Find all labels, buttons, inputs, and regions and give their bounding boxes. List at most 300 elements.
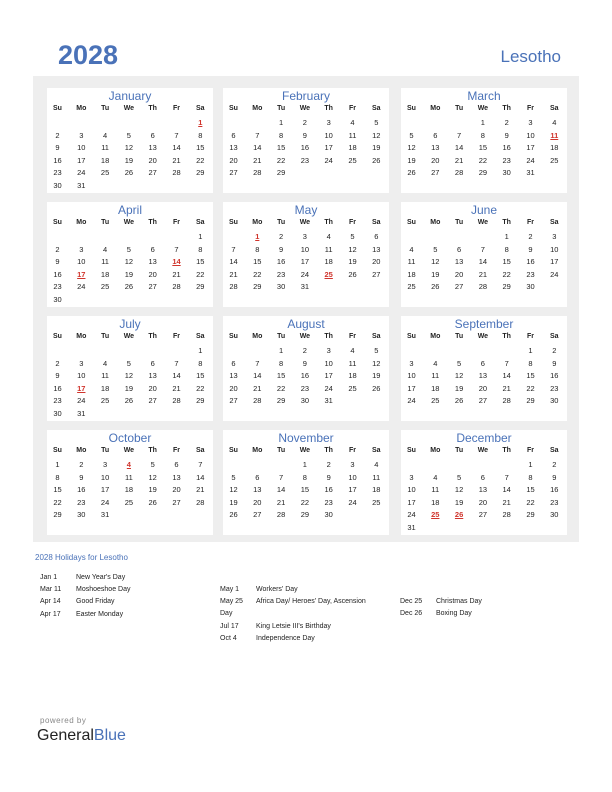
- day-cell: 21: [172, 155, 181, 165]
- day-cell: 10: [348, 472, 357, 482]
- day-cell: 3: [528, 118, 533, 127]
- day-cell: 10: [407, 485, 416, 494]
- weekday-label: Su: [53, 219, 62, 226]
- day-cell: 20: [431, 155, 440, 165]
- day-cell: 9: [55, 371, 60, 380]
- weekday-label: Sa: [196, 447, 205, 454]
- day-cell: 6: [255, 472, 260, 482]
- day-cell: 26: [148, 497, 157, 507]
- holiday-name-label: Good Friday: [76, 598, 115, 606]
- weekday-label: Mo: [252, 105, 263, 112]
- day-cell: 18: [100, 383, 110, 393]
- month-name: September: [454, 317, 514, 331]
- day-cell: 27: [148, 168, 157, 177]
- day-cell: 15: [300, 485, 310, 494]
- weekday-label: Fr: [527, 219, 534, 226]
- day-cell: 6: [150, 358, 155, 368]
- day-cell: 3: [79, 130, 84, 140]
- day-cell: 9: [79, 472, 84, 482]
- weekday-label: Fr: [349, 219, 356, 226]
- day-cell: 26: [124, 282, 134, 291]
- day-cell: 28: [253, 168, 262, 177]
- weekday-label: Th: [502, 447, 511, 454]
- day-cell: 4: [326, 232, 331, 241]
- holiday-name-continuation: Day: [220, 610, 233, 618]
- day-cell: 8: [528, 472, 533, 482]
- day-cell: 10: [77, 143, 86, 152]
- weekday-label: Su: [229, 219, 238, 226]
- day-cell: 13: [148, 143, 157, 152]
- holiday-date: 17: [77, 383, 86, 393]
- holiday-date: 1: [198, 118, 203, 127]
- day-cell: 1: [528, 346, 533, 355]
- brand-logo: [37, 727, 126, 745]
- day-cell: 13: [172, 472, 181, 482]
- weekday-label: Tu: [455, 219, 464, 226]
- holiday-date-label: Mar 11: [40, 586, 62, 594]
- day-cell: 30: [502, 168, 511, 177]
- weekday-label: Mo: [252, 219, 263, 226]
- day-cell: 16: [550, 485, 559, 494]
- day-cell: 5: [126, 358, 131, 368]
- day-cell: 9: [302, 358, 307, 368]
- day-cell: 11: [407, 257, 416, 266]
- day-cell: 12: [454, 371, 464, 380]
- day-cell: 23: [324, 497, 333, 507]
- day-cell: 14: [478, 257, 488, 266]
- day-cell: 10: [526, 130, 535, 140]
- weekday-label: We: [477, 333, 489, 340]
- day-cell: 5: [433, 244, 438, 254]
- day-cell: 26: [372, 383, 381, 393]
- day-cell: 14: [502, 485, 511, 494]
- holidays-title: 2028 Holidays for Lesotho: [35, 553, 128, 562]
- day-cell: 29: [196, 168, 205, 177]
- month-name: July: [119, 317, 141, 331]
- day-cell: 11: [101, 143, 109, 152]
- day-cell: 21: [502, 497, 511, 507]
- day-cell: 5: [231, 472, 236, 482]
- day-cell: 11: [431, 371, 440, 380]
- day-cell: 13: [229, 371, 238, 380]
- month-name: October: [108, 431, 152, 445]
- day-cell: 18: [100, 269, 110, 279]
- day-cell: 22: [478, 155, 488, 165]
- day-cell: 19: [124, 155, 134, 165]
- day-cell: 18: [407, 269, 416, 279]
- day-cell: 29: [502, 282, 511, 291]
- weekday-label: Fr: [173, 333, 180, 340]
- day-cell: 2: [79, 460, 84, 469]
- day-cell: 27: [454, 282, 464, 291]
- weekday-label: Sa: [196, 219, 205, 226]
- weekday-label: Fr: [349, 447, 356, 454]
- holiday-date: 25: [324, 269, 333, 279]
- day-cell: 26: [431, 282, 440, 291]
- day-cell: 18: [348, 143, 357, 152]
- weekday-label: We: [299, 105, 311, 112]
- day-cell: 5: [350, 232, 355, 241]
- weekday-label: Tu: [277, 447, 286, 454]
- day-cell: 27: [229, 168, 238, 177]
- day-cell: 8: [480, 130, 485, 140]
- day-cell: 6: [150, 244, 155, 254]
- day-cell: 17: [348, 485, 357, 494]
- day-cell: 28: [172, 168, 181, 177]
- day-cell: 5: [374, 118, 379, 127]
- weekday-label: Sa: [550, 447, 559, 454]
- day-cell: 17: [526, 143, 535, 152]
- day-cell: 21: [172, 383, 181, 393]
- day-cell: 24: [407, 396, 416, 405]
- day-cell: 5: [126, 130, 131, 140]
- day-cell: 2: [55, 130, 60, 140]
- day-cell: 30: [550, 396, 559, 405]
- day-cell: 14: [172, 371, 181, 380]
- day-cell: 10: [77, 371, 86, 380]
- day-cell: 25: [431, 396, 440, 405]
- weekday-label: Th: [502, 333, 511, 340]
- day-cell: 18: [550, 143, 559, 152]
- day-cell: 27: [253, 510, 262, 519]
- day-cell: 30: [300, 396, 310, 405]
- day-cell: 1: [504, 232, 509, 241]
- day-cell: 20: [454, 269, 464, 279]
- day-cell: 15: [253, 257, 262, 266]
- day-cell: 19: [407, 155, 416, 165]
- weekday-label: Fr: [527, 447, 534, 454]
- day-cell: 7: [504, 472, 509, 482]
- holiday-name-label: Independence Day: [256, 634, 315, 642]
- day-cell: 12: [431, 257, 440, 266]
- day-cell: 11: [101, 371, 109, 380]
- day-cell: 12: [124, 257, 134, 266]
- weekday-label: Mo: [430, 333, 441, 340]
- day-cell: 26: [124, 396, 134, 405]
- weekday-label: Th: [324, 219, 333, 226]
- day-cell: 21: [172, 269, 181, 279]
- day-cell: 19: [148, 485, 157, 494]
- holiday-date-label: Dec 25: [400, 598, 423, 605]
- day-cell: 6: [433, 130, 438, 140]
- day-cell: 30: [276, 282, 286, 291]
- month-name: January: [108, 89, 152, 103]
- month-august: [223, 316, 389, 421]
- day-cell: 9: [279, 244, 284, 254]
- month-october: [47, 430, 213, 535]
- day-cell: 5: [457, 358, 462, 368]
- weekday-label: Sa: [550, 333, 559, 340]
- day-cell: 31: [526, 168, 535, 177]
- weekday-label: Mo: [430, 447, 441, 454]
- day-cell: 27: [148, 282, 157, 291]
- day-cell: 10: [550, 244, 559, 254]
- weekday-label: Tu: [455, 333, 464, 340]
- day-cell: 3: [409, 358, 414, 368]
- day-cell: 15: [526, 485, 535, 494]
- day-cell: 5: [409, 130, 414, 140]
- day-cell: 17: [77, 155, 86, 165]
- weekday-label: Mo: [252, 447, 263, 454]
- holiday-date: 26: [454, 510, 464, 519]
- day-cell: 29: [526, 510, 535, 519]
- holiday-date: 14: [172, 257, 181, 266]
- day-cell: 26: [454, 396, 464, 405]
- weekday-label: Th: [148, 105, 157, 112]
- day-cell: 28: [276, 510, 286, 519]
- day-cell: 11: [101, 257, 109, 266]
- day-cell: 23: [53, 282, 62, 291]
- weekday-label: Su: [407, 105, 416, 112]
- day-cell: 3: [103, 460, 108, 469]
- day-cell: 21: [502, 383, 511, 393]
- day-cell: 10: [300, 244, 310, 254]
- day-cell: 9: [528, 244, 533, 254]
- day-cell: 23: [300, 155, 310, 165]
- day-cell: 19: [454, 497, 464, 507]
- day-cell: 25: [100, 168, 110, 177]
- day-cell: 30: [526, 282, 535, 291]
- day-cell: 5: [150, 460, 155, 469]
- day-cell: 20: [229, 383, 238, 393]
- weekday-label: Su: [53, 447, 62, 454]
- holiday-date-label: Jul 17: [220, 622, 239, 630]
- day-cell: 3: [552, 232, 557, 241]
- day-cell: 19: [124, 269, 134, 279]
- day-cell: 11: [124, 472, 133, 482]
- day-cell: 13: [229, 143, 238, 152]
- day-cell: 23: [276, 269, 286, 279]
- month-february: [223, 88, 389, 193]
- day-cell: 14: [253, 143, 262, 152]
- day-cell: 21: [196, 485, 205, 494]
- day-cell: 9: [552, 472, 557, 482]
- day-cell: 18: [431, 497, 440, 507]
- day-cell: 6: [457, 244, 462, 254]
- weekday-label: Mo: [430, 219, 441, 226]
- day-cell: 16: [276, 257, 286, 266]
- day-cell: 19: [372, 143, 381, 152]
- day-cell: 18: [348, 371, 357, 380]
- weekday-label: Mo: [76, 333, 87, 340]
- day-cell: 25: [407, 282, 416, 291]
- day-cell: 16: [526, 257, 535, 266]
- day-cell: 6: [480, 358, 485, 368]
- day-cell: 8: [504, 244, 509, 254]
- day-cell: 22: [253, 269, 262, 279]
- day-cell: 8: [302, 472, 307, 482]
- day-cell: 20: [172, 485, 181, 494]
- day-cell: 13: [478, 371, 488, 380]
- weekday-label: Mo: [76, 105, 87, 112]
- day-cell: 10: [324, 130, 333, 140]
- day-cell: 30: [550, 510, 559, 519]
- weekday-label: Th: [148, 447, 157, 454]
- day-cell: 21: [229, 269, 238, 279]
- day-cell: 16: [324, 485, 333, 494]
- day-cell: 10: [407, 371, 416, 380]
- day-cell: 9: [552, 358, 557, 368]
- day-cell: 13: [148, 371, 157, 380]
- day-cell: 1: [55, 460, 60, 469]
- day-cell: 17: [100, 485, 110, 494]
- day-cell: 24: [77, 396, 86, 405]
- holiday-name-label: New Year's Day: [76, 574, 126, 581]
- day-cell: 26: [372, 155, 381, 165]
- month-september: [401, 316, 567, 421]
- day-cell: 16: [502, 143, 511, 152]
- month-name: December: [456, 431, 512, 445]
- day-cell: 19: [124, 383, 134, 393]
- weekday-label: We: [123, 105, 135, 112]
- day-cell: 13: [454, 257, 464, 266]
- weekday-label: We: [477, 105, 489, 112]
- day-cell: 20: [478, 383, 488, 393]
- weekday-label: Su: [53, 105, 62, 112]
- day-cell: 12: [372, 130, 381, 140]
- day-cell: 30: [77, 510, 86, 519]
- day-cell: 15: [53, 485, 62, 494]
- day-cell: 15: [196, 371, 205, 380]
- day-cell: 5: [126, 244, 131, 254]
- day-cell: 31: [77, 180, 86, 190]
- day-cell: 3: [79, 358, 84, 368]
- day-cell: 3: [326, 346, 331, 355]
- day-cell: 11: [372, 472, 381, 482]
- day-cell: 1: [480, 118, 485, 127]
- day-cell: 8: [55, 472, 60, 482]
- weekday-label: Sa: [550, 105, 559, 112]
- day-cell: 21: [276, 497, 286, 507]
- weekday-label: Mo: [430, 105, 441, 112]
- day-cell: 2: [279, 232, 284, 241]
- day-cell: 8: [528, 358, 533, 368]
- day-cell: 18: [324, 257, 333, 266]
- day-cell: 29: [53, 510, 62, 519]
- weekday-label: Th: [502, 105, 511, 112]
- day-cell: 4: [350, 118, 355, 127]
- holiday-date: 17: [77, 269, 86, 279]
- day-cell: 31: [324, 396, 333, 405]
- day-cell: 20: [229, 155, 238, 165]
- day-cell: 1: [198, 232, 203, 241]
- day-cell: 22: [526, 383, 535, 393]
- day-cell: 22: [300, 497, 310, 507]
- holiday-name-label: Workers' Day: [256, 586, 298, 593]
- holiday-name-label: Boxing Day: [436, 610, 472, 618]
- day-cell: 4: [433, 358, 438, 368]
- month-april: [47, 202, 213, 307]
- weekday-label: We: [477, 447, 489, 454]
- day-cell: 4: [552, 118, 557, 127]
- day-cell: 23: [502, 155, 511, 165]
- day-cell: 15: [502, 257, 511, 266]
- day-cell: 28: [454, 168, 464, 177]
- holiday-date: 25: [431, 510, 440, 519]
- day-cell: 3: [326, 118, 331, 127]
- day-cell: 10: [324, 358, 333, 368]
- holiday-name-label: Easter Monday: [76, 610, 124, 618]
- month-january: [47, 88, 213, 193]
- weekday-label: Tu: [101, 333, 110, 340]
- month-name: August: [287, 317, 325, 331]
- day-cell: 15: [276, 143, 286, 152]
- day-cell: 25: [100, 396, 110, 405]
- day-cell: 12: [229, 485, 238, 494]
- day-cell: 23: [53, 396, 62, 405]
- day-cell: 24: [526, 155, 535, 165]
- holiday-date: 1: [255, 232, 260, 241]
- month-name: March: [467, 89, 501, 103]
- day-cell: 18: [124, 485, 134, 494]
- day-cell: 16: [53, 383, 62, 393]
- day-cell: 29: [478, 168, 488, 177]
- day-cell: 11: [348, 130, 357, 140]
- day-cell: 16: [53, 155, 62, 165]
- day-cell: 15: [196, 257, 205, 266]
- day-cell: 27: [431, 168, 440, 177]
- holiday-date-label: Apr 14: [40, 598, 61, 606]
- day-cell: 28: [478, 282, 488, 291]
- day-cell: 13: [372, 244, 381, 254]
- holiday-date: 11: [550, 130, 559, 140]
- day-cell: 2: [552, 346, 557, 355]
- day-cell: 1: [302, 460, 307, 469]
- day-cell: 16: [300, 143, 310, 152]
- weekday-label: Tu: [277, 219, 286, 226]
- weekday-label: Sa: [372, 219, 381, 226]
- day-cell: 10: [77, 257, 86, 266]
- day-cell: 4: [103, 130, 108, 140]
- weekday-label: We: [477, 219, 489, 226]
- holiday-date: 4: [126, 460, 131, 469]
- day-cell: 19: [229, 497, 238, 507]
- day-cell: 12: [124, 143, 134, 152]
- day-cell: 24: [550, 269, 559, 279]
- day-cell: 30: [53, 294, 62, 304]
- day-cell: 22: [276, 383, 286, 393]
- month-name: February: [281, 89, 331, 103]
- day-cell: 17: [300, 257, 310, 266]
- day-cell: 7: [174, 358, 179, 368]
- day-cell: 22: [526, 497, 535, 507]
- day-cell: 23: [550, 497, 559, 507]
- day-cell: 17: [550, 257, 559, 266]
- day-cell: 24: [348, 497, 357, 507]
- weekday-label: Fr: [527, 105, 534, 112]
- day-cell: 8: [279, 130, 284, 140]
- day-cell: 26: [124, 168, 134, 177]
- day-cell: 20: [148, 383, 157, 393]
- day-cell: 24: [324, 155, 333, 165]
- holiday-date-label: Dec 26: [400, 610, 423, 618]
- day-cell: 5: [457, 472, 462, 482]
- day-cell: 27: [148, 396, 157, 405]
- day-cell: 25: [348, 383, 357, 393]
- day-cell: 13: [431, 143, 440, 152]
- day-cell: 24: [300, 269, 310, 279]
- day-cell: 29: [276, 168, 286, 177]
- day-cell: 12: [124, 371, 134, 380]
- day-cell: 29: [300, 510, 310, 519]
- weekday-label: Su: [407, 219, 416, 226]
- weekday-label: We: [299, 333, 311, 340]
- month-july: [47, 316, 213, 421]
- day-cell: 17: [324, 371, 333, 380]
- day-cell: 29: [526, 396, 535, 405]
- day-cell: 26: [229, 510, 238, 519]
- month-march: [401, 88, 567, 193]
